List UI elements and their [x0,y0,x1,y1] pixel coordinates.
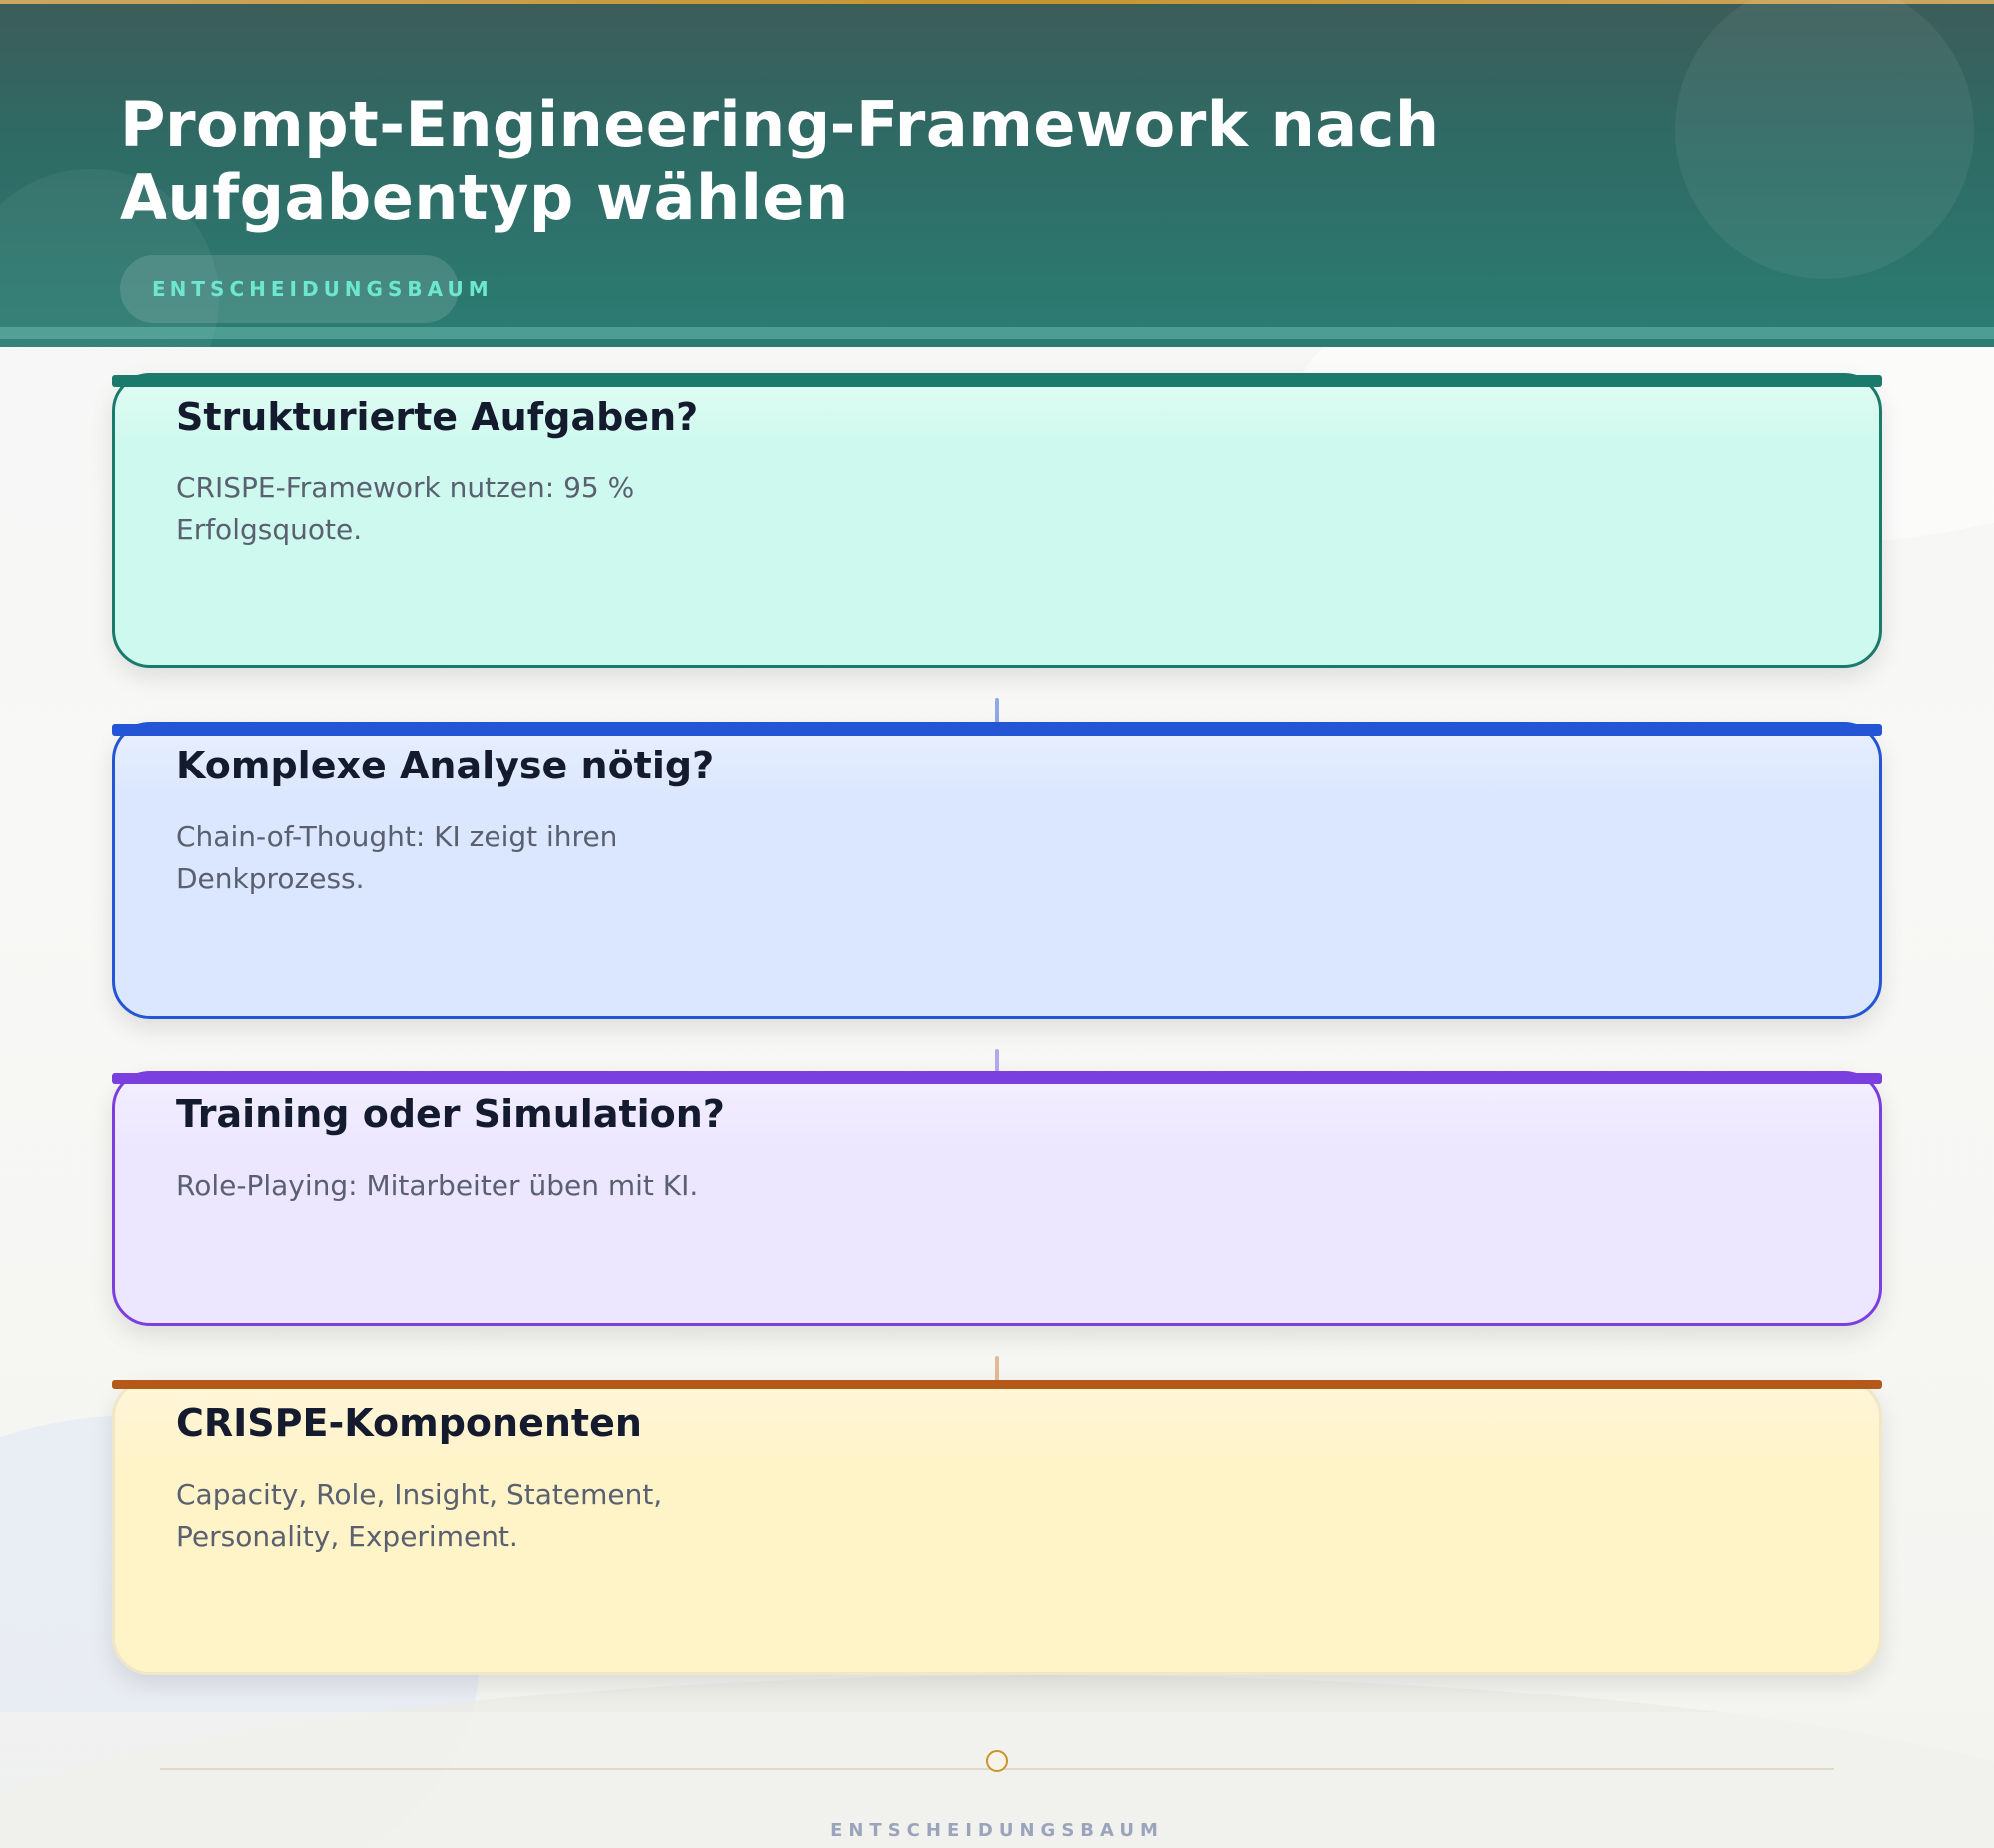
node-title: Training oder Simulation? [176,1092,725,1136]
header-stripe [0,327,1994,339]
node-title: Komplexe Analyse nötig? [176,744,715,787]
footer-label: ENTSCHEIDUNGSBAUM [831,1820,1163,1841]
decision-node-training-simulation [112,1071,1882,1326]
footer-dot-icon [986,1750,1008,1772]
info-node-crispe-components [112,1380,1882,1675]
node-description: Chain-of-Thought: KI zeigt ihren Denkprozess. [176,820,618,895]
node-title: Strukturierte Aufgaben? [176,395,699,439]
page-title: Prompt-Engineering-Framework nach Aufgabentyp wählen [120,88,1440,234]
node-accent-bar [112,724,1882,736]
node-accent-bar [112,1380,1882,1389]
node-accent-bar [112,1073,1882,1084]
node-connector [995,698,999,724]
node-title: CRISPE-Komponenten [176,1401,642,1445]
node-description: CRISPE-Framework nutzen: 95 % Erfolgsquote. [176,471,635,546]
decision-node-complex-analysis [112,722,1882,1019]
node-connector [995,1356,999,1382]
decision-node-structured-tasks [112,373,1882,668]
category-badge: ENTSCHEIDUNGSBAUM [120,255,459,323]
page-header [0,0,1994,347]
node-description: Capacity, Role, Insight, Statement, Personality, Experiment. [176,1478,663,1553]
node-accent-bar [112,375,1882,387]
node-description: Role-Playing: Mitarbeiter üben mit KI. [176,1169,699,1202]
